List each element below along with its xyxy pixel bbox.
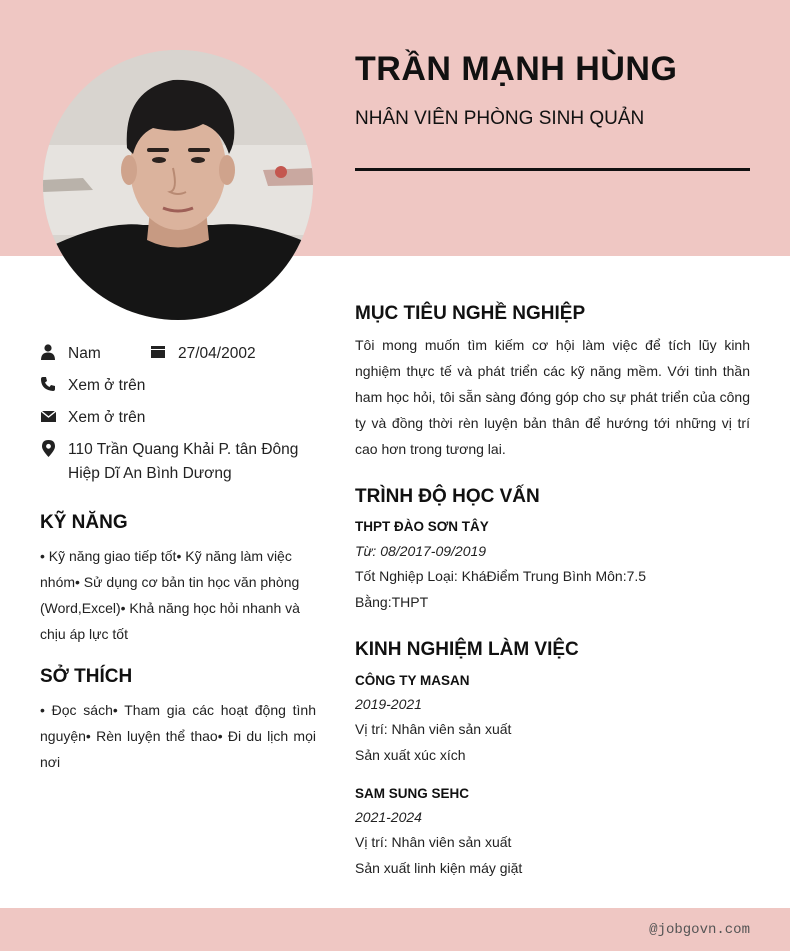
gender-row [40,342,101,366]
education-title: TRÌNH ĐỘ HỌC VẤN [355,486,540,507]
job-company: CÔNG TY MASAN [355,673,470,688]
job-date: 2021-2024 [355,809,422,825]
hobbies-title: SỞ THÍCH [40,666,133,687]
phone-text: Xem ở trên [68,377,146,394]
skills-text: • Kỹ năng giao tiếp tốt• Kỹ năng làm việc nhóm• Sử dụng cơ bản tin học văn phòng (Word,Excel)• Khả năng học hỏi nhanh và chịu áp lực tốt [40,548,300,642]
objective-text: Tôi mong muốn tìm kiếm cơ hội làm việc để tích lũy kinh nghiệm thực tế và phát triển các kỹ năng mềm. Với tinh thần ham học hỏi, tôi sẵn sàng đóng góp cho sự phát triển của công ty và đồng thời rèn luyện bản thân để hướng tới những vị trí cao hơn trong tương lai. [355,337,750,457]
portrait-image [43,50,313,320]
education-grade: Tốt Nghiệp Loại: KháĐiểm Trung Bình Môn:7.5 [355,568,647,584]
education-degree: Bằng:THPT [355,594,429,610]
experience-title: KINH NGHIỆM LÀM VIỆC [355,639,579,660]
job-role: Vị trí: Nhân viên sản xuất [355,834,512,850]
hobbies-text: • Đọc sách• Tham gia các hoạt động tình nguyện• Rèn luyện thể thao• Đi du lịch mọi nơi [40,702,316,770]
gender-text: Nam [68,345,101,362]
footer-brand[interactable]: @jobgovn.com [649,922,750,938]
birthday-row [150,342,256,366]
map-pin-icon [40,438,56,458]
job-description: Sản xuất linh kiện máy giặt [355,860,523,876]
profile-photo [43,50,313,320]
birthday-text: 27/04/2002 [178,345,256,362]
job-role: Vị trí: Nhân viên sản xuất [355,721,512,737]
person-icon [40,342,56,362]
email-text: Xem ở trên [68,409,146,426]
education-school: THPT ĐÀO SƠN TÂY [355,519,489,534]
candidate-name: TRẦN MẠNH HÙNG [355,50,678,88]
job-date: 2019-2021 [355,696,422,712]
candidate-position: NHÂN VIÊN PHÒNG SINH QUẢN [355,108,645,129]
calendar-icon [150,342,166,362]
email-row [40,406,145,430]
education-date: Từ: 08/2017-09/2019 [355,543,487,559]
job-company: SAM SUNG SEHC [355,786,470,801]
skills-title: KỸ NĂNG [40,512,128,533]
envelope-icon [40,406,56,426]
job-description: Sản xuất xúc xích [355,747,466,763]
address-row [40,438,310,486]
phone-icon [40,374,56,394]
header-divider [355,168,750,171]
address-text: 110 Trần Quang Khải P. tân Đông Hiệp Dĩ An Bình Dương [68,441,299,482]
phone-row [40,374,145,398]
objective-title: MỤC TIÊU NGHỀ NGHIỆP [355,303,586,324]
